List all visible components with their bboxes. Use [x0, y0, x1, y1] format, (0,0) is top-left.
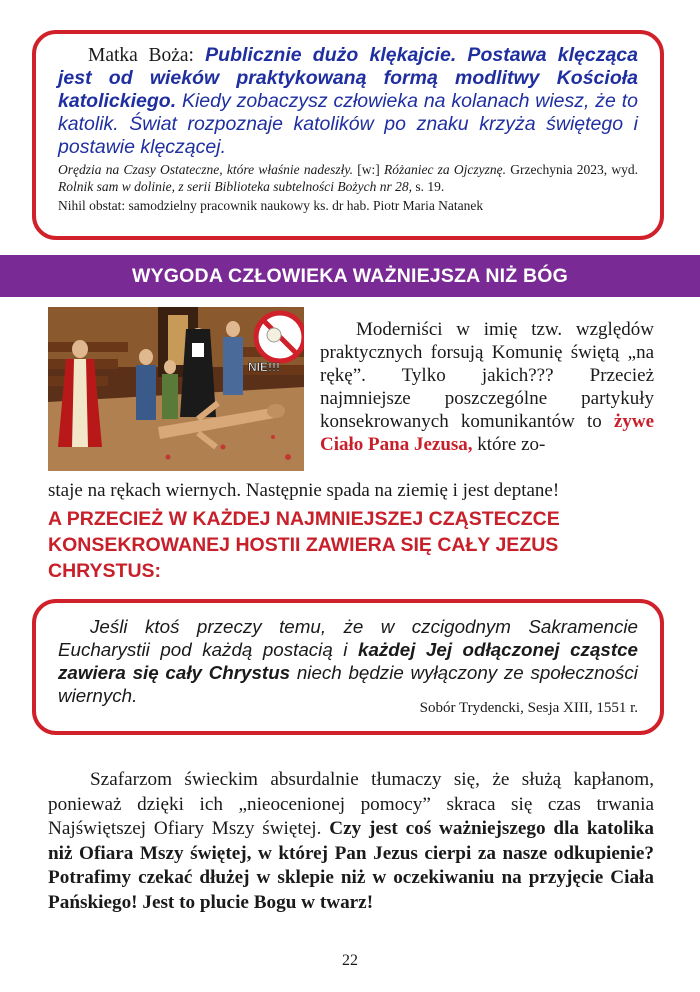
quote-speaker: Matka Boża: — [88, 45, 194, 66]
quote-bold-text: Publicznie dużo klękajcie. Postawa klęcząca jest od wieków praktykowaną formą modlitwy Kościoła katolickiego. — [58, 44, 638, 112]
council-quote-bold: każdej Jej odłączonej cząstce zawiera się cały Chrystus — [58, 639, 638, 683]
article-paragraph-1-continuation: staje na rękach wiernych. Następnie spada na ziemię i jest deptane! — [48, 480, 560, 501]
section-banner: WYGODA CZŁOWIEKA WAŻNIEJSZA NIŻ BÓG — [0, 255, 700, 297]
highlight-body-of-christ: żywe Ciało Pana Jezusa, — [320, 411, 655, 455]
quote-italic-text: Kiedy zobaczysz człowieka na kolanach wiesz, że to katolik. Świat rozpoznaje katolików po znaku krzyża świętego i postawie klęczącej. — [58, 90, 638, 158]
closing-bold: Czy jest coś ważniejszego dla katolika niż Ofiara Mszy świętej, w której Pan Jezus cierpi za nasze odkupienie? Potrafimy czekać dłużej w sklepie niż w oczekiwaniu na przyjęcie Ciała Pańskiego! Jest to plucie Bogu w twarz! — [48, 818, 654, 913]
nihil-obstat: Nihil obstat: samodzielny pracownik naukowy ks. dr hab. Piotr Maria Natanek — [58, 198, 484, 213]
council-quote-text: Jeśli ktoś przeczy temu, że w czcigodnym Sakramencie Eucharystii pod każdą postacią i każdej Jej odłączonej cząstce zawiera się cały Chrystus niech będzie wyłączony ze społeczności wiernych. — [58, 616, 638, 706]
council-quote-box — [32, 599, 664, 735]
messages-quote-box — [32, 30, 664, 240]
closing-paragraph: Szafarzom świeckim absurdalnie tłumaczy się, że służą kapłanom, ponieważ dzięki ich „nieocenionej pomocy” skraca się czas trwania Najświętszej Ofiary Mszy świętej. Czy jest coś ważniejszego dla katolika niż Ofiara Mszy świętej, w której Pan Jezus cierpi za nasze odkupienie? Potrafimy czekać dłużej w sklepie niż w oczekiwaniu na przyjęcie Ciała Pańskiego! Jest to plucie Bogu w twarz! — [48, 769, 654, 913]
messages-quote-text — [58, 44, 638, 159]
nie-sign-text: NIE!!! — [248, 360, 280, 374]
alarm-statement: A PRZECIEŻ W KAŻDEJ NAJMNIEJSZEJ CZĄSTECZCE KONSEKROWANEJ HOSTII ZAWIERA SIĘ CAŁY JEZUS CHRYSTUS: — [48, 508, 560, 582]
council-citation: Sobór Trydencki, Sesja XIII, 1551 r. — [419, 700, 638, 716]
article-paragraph-1: Moderniści w imię tzw. względów praktycznych forsują Komunię świętą „na rękę”. Tylko jakich??? Przecież najmniejsze poszczególne partykuły konsekrowanych komunikantów to żywe Ciało Pana Jezusa, które zo- — [320, 319, 655, 455]
communion-scene-image — [48, 307, 304, 471]
page-number: 22 — [342, 952, 358, 969]
communion-illustration — [48, 307, 304, 471]
quote-source: Orędzia na Czasy Ostateczne, które właśnie nadeszły. [w:] Różaniec za Ojczyznę. Grzechynia 2023, wyd. Rolnik sam w dolinie, z serii Biblioteka subtelności Bożych nr 28, s. 19. — [58, 162, 639, 194]
